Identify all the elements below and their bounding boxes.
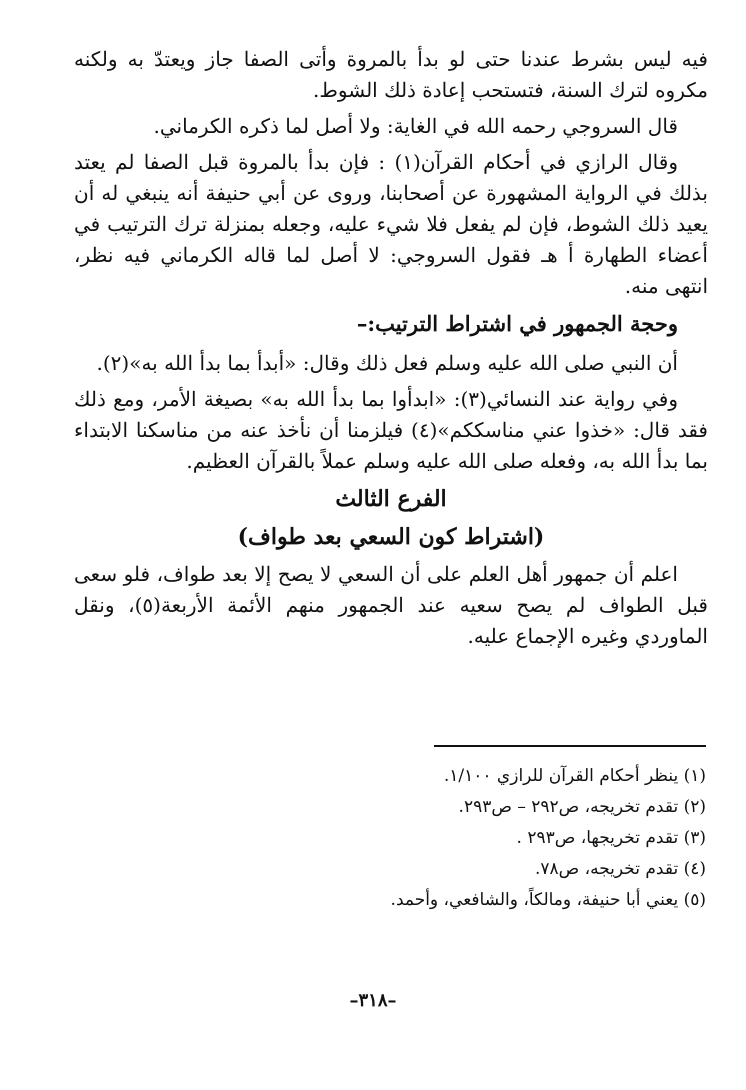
paragraph: وفي رواية عند النسائي(٣): «ابدأوا بما بدأ الله به» بصيغة الأمر، ومع ذلك فقد قال: «خذوا عني مناسككم»(٤) فيلزمنا أن نأخذ عنه من مناسكنا الابتداء بما بدأ الله به، وفعله صلى الله عليه وسلم عملاً بالقرآن العظيم. — [74, 387, 708, 473]
footnote-divider — [434, 745, 706, 747]
branch-subtitle: (اشتراط كون السعي بعد طواف) — [237, 524, 545, 550]
footnote-item: (٥) يعني أبا حنيفة، ومالكاً، والشافعي، وأحمد. — [390, 890, 706, 910]
footnote-item: (١) ينظر أحكام القرآن للرازي ١/١٠٠. — [443, 766, 706, 786]
page-number: –٣١٨– — [349, 990, 397, 1011]
main-text — [74, 44, 708, 657]
footnote-item: (٤) تقدم تخريجه، ص٧٨. — [534, 859, 706, 879]
footnote-item: (٣) تقدم تخريجها، ص٢٩٣ . — [516, 828, 706, 848]
paragraph: أن النبي صلى الله عليه وسلم فعل ذلك وقال: «أبدأ بما بدأ الله به»(٢). — [96, 351, 678, 375]
paragraph: وقال الرازي في أحكام القرآن(١) : فإن بدأ بالمروة قبل الصفا لم يعتد بذلك في الرواية المشهورة عن أصحابنا، وروى عن أبي حنيفة أنه ينبغي له أن يعيد ذلك الشوط، فإن لم يفعل فلا شيء عليه، وجعله بمنزلة ترك الترتيب في أعضاء الطهارة أ هـ فقول السروجي: لا أصل لما قاله الكرماني فيه نظر، انتهى منه. — [74, 150, 708, 298]
footnotes-list — [66, 762, 706, 917]
paragraph: اعلم أن جمهور أهل العلم على أن السعي لا يصح إلا بعد طواف، فلو سعى قبل الطواف لم يصح سعيه عند الجمهور منهم الأئمة الأربعة(٥)، ونقل الماوردي وغيره الإجماع عليه. — [74, 562, 708, 648]
footnote-item: (٢) تقدم تخريجه، ص٢٩٢ – ص٢٩٣. — [458, 797, 706, 817]
section-heading: وحجة الجمهور في اشتراط الترتيب:– — [356, 311, 678, 336]
branch-title: الفرع الثالث — [335, 486, 447, 512]
paragraph: فيه ليس بشرط عندنا حتى لو بدأ بالمروة وأتى الصفا جاز ويعتدّ به ولكنه مكروه لترك السنة، فتستحب إعادة ذلك الشوط. — [74, 47, 708, 102]
paragraph: قال السروجي رحمه الله في الغاية: ولا أصل لما ذكره الكرماني. — [153, 114, 678, 138]
